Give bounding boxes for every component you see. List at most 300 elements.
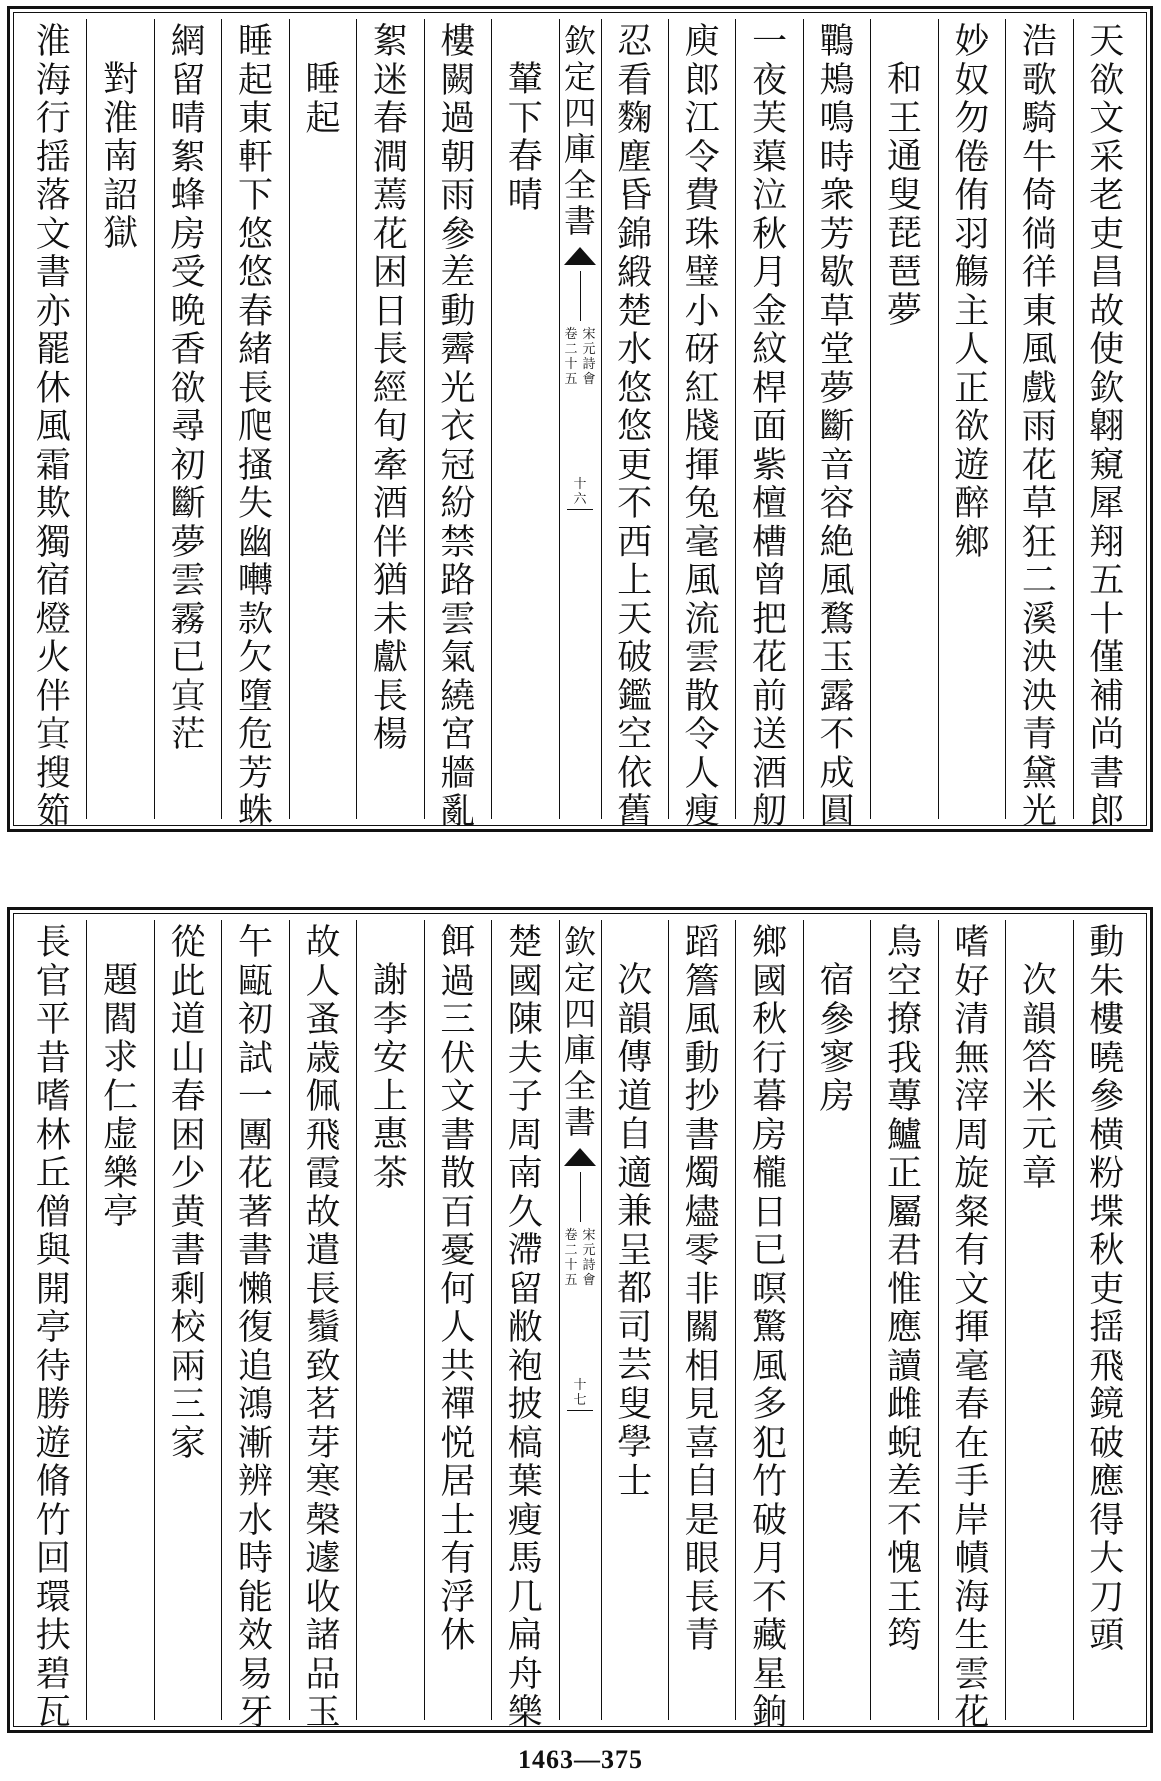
glyph: 看 bbox=[617, 60, 653, 101]
glyph: 黛 bbox=[1021, 753, 1057, 794]
glyph: 筎 bbox=[35, 792, 71, 832]
glyph: 霽 bbox=[440, 330, 476, 370]
glyph: 敝 bbox=[507, 1308, 543, 1348]
glyph: 差 bbox=[886, 1462, 922, 1502]
glyph: 衣 bbox=[440, 407, 476, 447]
glyph: 起 bbox=[305, 98, 341, 139]
glyph: 澗 bbox=[372, 137, 408, 178]
glyph: 留 bbox=[170, 60, 206, 101]
glyph: 風 bbox=[752, 1346, 788, 1387]
glyph: 牛 bbox=[1021, 137, 1057, 178]
glyph: 未 bbox=[372, 599, 408, 640]
glyph: 夢 bbox=[886, 291, 922, 331]
glyph: 刀 bbox=[1089, 1577, 1125, 1618]
glyph: 櫳 bbox=[752, 1154, 788, 1194]
text-column bbox=[221, 920, 288, 1733]
glyph: 碧 bbox=[35, 1654, 71, 1695]
glyph: 在 bbox=[954, 1423, 990, 1464]
glyph: 墮 bbox=[238, 676, 274, 717]
glyph: 五 bbox=[564, 372, 578, 387]
glyph: 芽 bbox=[305, 1423, 341, 1464]
glyph: 對 bbox=[103, 60, 139, 100]
glyph: 水 bbox=[617, 330, 653, 370]
center-fold bbox=[559, 19, 601, 819]
glyph: 秋 bbox=[752, 1000, 788, 1040]
glyph: 亂 bbox=[440, 792, 476, 832]
glyph: 飛 bbox=[1089, 1346, 1125, 1387]
glyph: 晴 bbox=[170, 99, 206, 139]
glyph: 風 bbox=[684, 561, 720, 601]
glyph: 房 bbox=[819, 1076, 855, 1117]
glyph: 春 bbox=[238, 291, 274, 332]
glyph: 平 bbox=[35, 1000, 71, 1040]
glyph: 呈 bbox=[617, 1230, 653, 1271]
glyph: 檀 bbox=[752, 484, 788, 524]
glyph: 書 bbox=[684, 1115, 720, 1156]
glyph: 困 bbox=[372, 253, 408, 293]
glyph: 午 bbox=[238, 923, 274, 963]
glyph: 毫 bbox=[684, 522, 720, 563]
glyph: 璧 bbox=[684, 253, 720, 293]
glyph: 堞 bbox=[1089, 1192, 1125, 1233]
text-column bbox=[668, 920, 735, 1720]
glyph: 遣 bbox=[305, 1231, 341, 1271]
glyph: 紋 bbox=[752, 330, 788, 370]
glyph: 一 bbox=[238, 1077, 274, 1117]
glyph: 亭 bbox=[35, 1308, 71, 1348]
glyph: 悠 bbox=[617, 407, 653, 447]
glyph: 百 bbox=[440, 1192, 476, 1233]
glyph: 東 bbox=[238, 99, 274, 139]
glyph: 蚤 bbox=[305, 1000, 341, 1040]
text-column bbox=[424, 920, 491, 1720]
glyph: 𡨋 bbox=[35, 715, 71, 755]
glyph: 圓 bbox=[819, 792, 855, 832]
glyph: 燼 bbox=[684, 1192, 720, 1233]
glyph: 槽 bbox=[752, 522, 788, 563]
glyph: 蔫 bbox=[372, 176, 408, 216]
glyph: 尚 bbox=[1089, 715, 1125, 755]
glyph: 次 bbox=[1021, 961, 1057, 1001]
glyph: 玉 bbox=[819, 638, 855, 678]
glyph: 扶 bbox=[35, 1616, 71, 1656]
glyph: 長 bbox=[35, 923, 71, 963]
glyph: 横 bbox=[1089, 1115, 1125, 1156]
fold-meta bbox=[563, 1228, 597, 1288]
glyph: 麴 bbox=[617, 99, 653, 139]
glyph: 鄉 bbox=[954, 522, 990, 563]
glyph: 關 bbox=[684, 1308, 720, 1348]
glyph: 侑 bbox=[954, 176, 990, 216]
text-column bbox=[735, 19, 802, 832]
glyph: 士 bbox=[440, 1500, 476, 1541]
glyph: 樂 bbox=[507, 1693, 543, 1733]
fish-tail-mark bbox=[564, 247, 596, 265]
glyph: 筠 bbox=[886, 1616, 922, 1656]
glyph: 見 bbox=[684, 1385, 720, 1425]
glyph: 失 bbox=[238, 484, 274, 524]
glyph: 僅 bbox=[1089, 638, 1125, 678]
glyph: 水 bbox=[238, 1500, 274, 1541]
glyph: 定 bbox=[563, 959, 596, 997]
glyph: 詩 bbox=[582, 1258, 596, 1273]
glyph: 十 bbox=[564, 1258, 578, 1273]
glyph: 昌 bbox=[1089, 253, 1125, 293]
glyph: 共 bbox=[440, 1346, 476, 1387]
glyph: 故 bbox=[305, 923, 341, 963]
glyph: 道 bbox=[170, 1000, 206, 1040]
glyph: 郎 bbox=[1089, 792, 1125, 832]
glyph: 鱸 bbox=[886, 1115, 922, 1156]
glyph: 亦 bbox=[35, 291, 71, 332]
glyph: 江 bbox=[684, 99, 720, 139]
glyph: 小 bbox=[684, 291, 720, 332]
glyph: 試 bbox=[238, 1038, 274, 1079]
glyph: 頭 bbox=[1089, 1616, 1125, 1656]
glyph: 遽 bbox=[305, 1539, 341, 1579]
glyph: 吏 bbox=[1089, 214, 1125, 255]
glyph: 紅 bbox=[684, 368, 720, 409]
glyph: 海 bbox=[35, 60, 71, 101]
glyph: 好 bbox=[954, 961, 990, 1002]
glyph: 王 bbox=[886, 1577, 922, 1618]
glyph: 仁 bbox=[103, 1076, 139, 1117]
text-column bbox=[668, 19, 735, 832]
glyph: 二 bbox=[1021, 561, 1057, 601]
text-column bbox=[221, 19, 288, 832]
glyph: 居 bbox=[440, 1462, 476, 1502]
glyph: 卷 bbox=[564, 327, 578, 342]
glyph: 不 bbox=[819, 715, 855, 755]
glyph: 非 bbox=[684, 1269, 720, 1310]
glyph: 元 bbox=[1021, 1115, 1057, 1155]
glyph: 三 bbox=[440, 1000, 476, 1040]
glyph: 塵 bbox=[617, 137, 653, 178]
glyph: 是 bbox=[684, 1500, 720, 1541]
glyph: 不 bbox=[617, 484, 653, 524]
glyph: 韻 bbox=[617, 999, 653, 1040]
glyph: 蓴 bbox=[886, 1077, 922, 1117]
glyph: 砑 bbox=[684, 330, 720, 370]
glyph: 徉 bbox=[1021, 253, 1057, 293]
poem-title-column bbox=[86, 920, 153, 1720]
glyph: 溪 bbox=[1021, 599, 1057, 640]
glyph: 危 bbox=[238, 715, 274, 755]
glyph: 受 bbox=[170, 253, 206, 293]
glyph: 元 bbox=[582, 342, 596, 357]
glyph: 惠 bbox=[372, 1115, 408, 1155]
glyph: 香 bbox=[170, 330, 206, 370]
glyph: 應 bbox=[1089, 1462, 1125, 1502]
glyph: 欲 bbox=[170, 368, 206, 409]
glyph: 暮 bbox=[752, 1077, 788, 1117]
glyph: 過 bbox=[440, 961, 476, 1002]
glyph: 何 bbox=[440, 1269, 476, 1310]
glyph: 觴 bbox=[954, 253, 990, 293]
glyph: 泣 bbox=[752, 176, 788, 216]
glyph: 和 bbox=[886, 60, 922, 100]
glyph: 餌 bbox=[440, 923, 476, 963]
glyph: 滓 bbox=[954, 1077, 990, 1117]
glyph: 人 bbox=[684, 753, 720, 794]
glyph bbox=[804, 924, 870, 962]
glyph: 不 bbox=[886, 1500, 922, 1541]
glyph: 能 bbox=[238, 1577, 274, 1618]
glyph: 十 bbox=[573, 1378, 587, 1393]
glyph: 參 bbox=[440, 214, 476, 255]
glyph: 日 bbox=[752, 1192, 788, 1233]
glyph: 容 bbox=[819, 484, 855, 524]
glyph: 日 bbox=[372, 291, 408, 332]
glyph: 十 bbox=[1089, 599, 1125, 640]
glyph: 欽 bbox=[563, 22, 596, 60]
page-number-footer: 1463—375 bbox=[518, 1745, 643, 1774]
glyph: 扁 bbox=[507, 1616, 543, 1656]
glyph: 長 bbox=[372, 330, 408, 370]
glyph: 行 bbox=[752, 1038, 788, 1079]
glyph: 冠 bbox=[440, 445, 476, 486]
glyph: 勝 bbox=[35, 1385, 71, 1425]
glyph: 青 bbox=[1021, 715, 1057, 755]
poem-title-column bbox=[870, 19, 937, 819]
glyph: 雲 bbox=[684, 638, 720, 678]
glyph: 前 bbox=[752, 676, 788, 717]
glyph: 動 bbox=[1089, 923, 1125, 963]
glyph: 嗜 bbox=[35, 1077, 71, 1117]
glyph: 絮 bbox=[170, 137, 206, 178]
glyph: 朱 bbox=[1089, 961, 1125, 1002]
glyph: 歇 bbox=[819, 253, 855, 293]
glyph: 清 bbox=[954, 1000, 990, 1040]
text-column bbox=[20, 19, 86, 832]
glyph: 韻 bbox=[1021, 999, 1057, 1040]
glyph: 鴂 bbox=[819, 60, 855, 101]
glyph: 秋 bbox=[1089, 1231, 1125, 1271]
glyph: 答 bbox=[1021, 1038, 1057, 1078]
glyph: 國 bbox=[752, 961, 788, 1002]
glyph: 闕 bbox=[440, 60, 476, 101]
glyph: 定 bbox=[563, 58, 596, 96]
glyph: 謝 bbox=[372, 961, 408, 1001]
glyph: 空 bbox=[617, 715, 653, 755]
glyph: 天 bbox=[1089, 22, 1125, 62]
glyph: 動 bbox=[684, 1038, 720, 1079]
glyph: 人 bbox=[440, 1308, 476, 1348]
glyph: 已 bbox=[170, 638, 206, 678]
glyph: 人 bbox=[305, 961, 341, 1002]
glyph: 曉 bbox=[1089, 1038, 1125, 1079]
glyph bbox=[87, 23, 153, 61]
glyph: 主 bbox=[954, 291, 990, 332]
glyph: 槁 bbox=[507, 1423, 543, 1464]
glyph: 少 bbox=[170, 1154, 206, 1194]
glyph: 留 bbox=[507, 1269, 543, 1310]
glyph: 粉 bbox=[1089, 1154, 1125, 1194]
glyph: 全 bbox=[563, 166, 596, 204]
text-column bbox=[870, 920, 937, 1720]
glyph: 泱 bbox=[1021, 676, 1057, 717]
fold-rule bbox=[567, 1410, 593, 1411]
glyph: 四 bbox=[563, 94, 596, 132]
glyph: 五 bbox=[564, 1273, 578, 1288]
glyph: 令 bbox=[684, 137, 720, 178]
glyph: 旬 bbox=[372, 407, 408, 447]
glyph: 依 bbox=[617, 753, 653, 794]
glyph: 春 bbox=[372, 99, 408, 139]
glyph: 四 bbox=[563, 995, 596, 1033]
glyph: 牆 bbox=[440, 753, 476, 794]
fold-volume bbox=[563, 327, 579, 387]
glyph: 家 bbox=[170, 1423, 206, 1464]
glyph: 絮 bbox=[372, 22, 408, 62]
glyph: 舠 bbox=[752, 792, 788, 832]
glyph: 漸 bbox=[238, 1423, 274, 1464]
glyph: 花 bbox=[238, 1154, 274, 1194]
glyph: 詔 bbox=[103, 175, 139, 216]
glyph: 學 bbox=[617, 1423, 653, 1463]
glyph: 費 bbox=[684, 176, 720, 216]
glyph: 陳 bbox=[507, 1000, 543, 1040]
glyph: 欽 bbox=[1089, 368, 1125, 409]
glyph: 悠 bbox=[238, 253, 274, 293]
glyph: 吏 bbox=[1089, 1269, 1125, 1310]
glyph: 悦 bbox=[440, 1423, 476, 1464]
glyph: 鷤 bbox=[819, 22, 855, 62]
glyph: 與 bbox=[35, 1231, 71, 1271]
glyph: 手 bbox=[954, 1462, 990, 1502]
glyph: 獨 bbox=[35, 522, 71, 563]
glyph: 五 bbox=[1089, 561, 1125, 601]
glyph: 琵 bbox=[886, 214, 922, 254]
glyph: 道 bbox=[617, 1076, 653, 1117]
glyph: 金 bbox=[752, 291, 788, 332]
page-top bbox=[7, 6, 1153, 832]
glyph: 夜 bbox=[752, 60, 788, 101]
glyph: 蕖 bbox=[752, 137, 788, 178]
glyph: 空 bbox=[886, 961, 922, 1002]
text-column bbox=[289, 920, 356, 1733]
glyph: 有 bbox=[440, 1539, 476, 1579]
glyph: 此 bbox=[170, 961, 206, 1002]
glyph: 月 bbox=[752, 1539, 788, 1579]
text-column bbox=[938, 920, 1005, 1733]
glyph: 紫 bbox=[752, 445, 788, 486]
glyph: 書 bbox=[440, 1115, 476, 1156]
glyph: 庫 bbox=[563, 130, 596, 168]
glyph: 有 bbox=[954, 1231, 990, 1271]
glyph: 睡 bbox=[305, 60, 341, 100]
glyph: 寒 bbox=[305, 1462, 341, 1502]
glyph: 淮 bbox=[35, 22, 71, 62]
glyph: 撩 bbox=[886, 1000, 922, 1040]
glyph: 時 bbox=[819, 137, 855, 178]
glyph: 六 bbox=[573, 492, 587, 507]
text-column bbox=[601, 19, 668, 832]
glyph: 窺 bbox=[1089, 445, 1125, 486]
glyph: 致 bbox=[305, 1346, 341, 1387]
glyph: 瘦 bbox=[684, 792, 720, 832]
glyph: 浮 bbox=[440, 1577, 476, 1618]
glyph: 錦 bbox=[617, 214, 653, 255]
glyph: 芳 bbox=[819, 214, 855, 255]
glyph: 欽 bbox=[563, 923, 596, 961]
glyph: 霧 bbox=[170, 599, 206, 640]
glyph: 會 bbox=[582, 372, 596, 387]
glyph: 珠 bbox=[684, 214, 720, 255]
glyph: 犯 bbox=[752, 1423, 788, 1464]
glyph: 犀 bbox=[1089, 484, 1125, 524]
glyph: 斷 bbox=[819, 407, 855, 447]
glyph: 青 bbox=[684, 1616, 720, 1656]
glyph bbox=[871, 23, 937, 61]
fold-page-label bbox=[572, 1378, 588, 1408]
fold-book-title bbox=[581, 1228, 597, 1288]
glyph: 散 bbox=[684, 676, 720, 717]
glyph: 浩 bbox=[1021, 22, 1057, 62]
fold-page-number bbox=[567, 477, 593, 510]
glyph: 光 bbox=[440, 368, 476, 409]
fold-page-label bbox=[572, 477, 588, 507]
glyph: 回 bbox=[35, 1539, 71, 1579]
glyph: 牋 bbox=[684, 407, 720, 447]
glyph: 曾 bbox=[752, 561, 788, 601]
glyph: 妙 bbox=[954, 22, 990, 62]
glyph: 人 bbox=[954, 330, 990, 370]
glyph: 草 bbox=[1021, 484, 1057, 524]
glyph: 伏 bbox=[440, 1038, 476, 1079]
glyph: 郎 bbox=[684, 60, 720, 101]
glyph: 破 bbox=[617, 638, 653, 678]
glyph: 堂 bbox=[819, 330, 855, 370]
glyph: 茫 bbox=[170, 715, 206, 755]
glyph: 米 bbox=[1021, 1076, 1057, 1117]
glyph: 芙 bbox=[752, 99, 788, 139]
glyph: 南 bbox=[507, 1154, 543, 1194]
glyph: 戲 bbox=[1021, 368, 1057, 409]
glyph: 瘦 bbox=[507, 1500, 543, 1541]
glyph: 春 bbox=[170, 1077, 206, 1117]
glyph: 昔 bbox=[35, 1038, 71, 1079]
glyph: 宿 bbox=[35, 561, 71, 601]
glyph: 休 bbox=[35, 368, 71, 409]
glyph: 馬 bbox=[507, 1539, 543, 1579]
glyph: 破 bbox=[1089, 1423, 1125, 1464]
glyph: 從 bbox=[170, 923, 206, 963]
glyph: 成 bbox=[819, 753, 855, 794]
glyph: 兩 bbox=[170, 1346, 206, 1387]
glyph: 蜺 bbox=[886, 1423, 922, 1464]
glyph: 花 bbox=[752, 638, 788, 678]
fold-page-number bbox=[567, 1378, 593, 1411]
glyph: 酒 bbox=[372, 484, 408, 524]
glyph: 蹈 bbox=[684, 923, 720, 963]
text-column bbox=[735, 920, 802, 1733]
glyph: 校 bbox=[170, 1308, 206, 1348]
glyph: 差 bbox=[440, 253, 476, 293]
glyph: 易 bbox=[238, 1654, 274, 1695]
glyph: 歌 bbox=[1021, 60, 1057, 101]
glyph: 霞 bbox=[305, 1154, 341, 1194]
glyph: 都 bbox=[617, 1269, 653, 1309]
center-fold bbox=[559, 920, 601, 1720]
glyph: 搔 bbox=[238, 445, 274, 486]
glyph: 醉 bbox=[954, 484, 990, 524]
glyph: 自 bbox=[617, 1115, 653, 1155]
glyph: 星 bbox=[752, 1654, 788, 1695]
glyph: 倚 bbox=[1021, 176, 1057, 216]
glyph: 君 bbox=[886, 1231, 922, 1271]
glyph: 風 bbox=[684, 1000, 720, 1040]
